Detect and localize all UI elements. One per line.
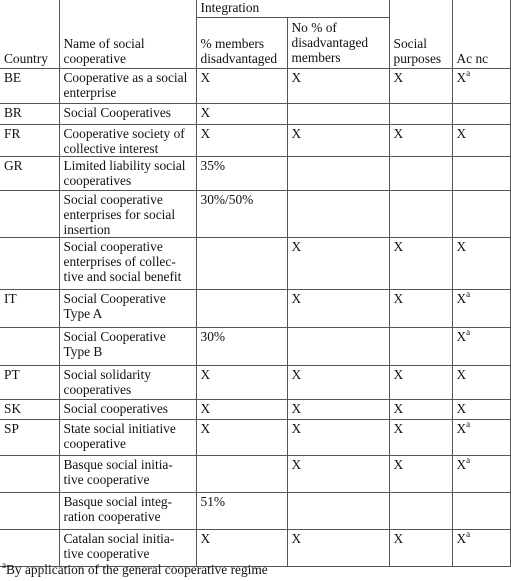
name-cell: [59, 125, 196, 157]
header-name: Name of social cooperative: [59, 0, 196, 69]
social-purposes-cell: [389, 456, 452, 493]
social-purposes-cell-text: X: [393, 367, 404, 382]
social-purposes-cell: [389, 104, 452, 125]
pct-members-cell-text: X: [200, 126, 211, 141]
table-row: [0, 493, 510, 530]
no-pct-cell-text: X: [291, 531, 302, 546]
additional-cell: [452, 366, 510, 400]
additional-cell-text: X: [456, 70, 467, 85]
pct-members-cell-text: 30%/50%: [200, 192, 254, 207]
country-cell: [0, 69, 59, 104]
additional-cell: [452, 104, 510, 125]
no-pct-cell: [287, 238, 389, 290]
country-cell-text: BR: [4, 105, 22, 120]
additional-cell: [452, 420, 510, 456]
social-purposes-cell: [389, 238, 452, 290]
no-pct-cell-text: X: [291, 457, 302, 472]
country-cell-text: FR: [4, 126, 21, 141]
additional-cell-text: X: [456, 367, 467, 382]
header-no-pct: No % of disadvantaged members: [287, 18, 389, 69]
pct-members-cell: [196, 157, 287, 191]
pct-members-cell-text: X: [200, 401, 211, 416]
no-pct-cell-text: X: [291, 126, 302, 141]
footnote-ref: a: [466, 289, 471, 299]
pct-members-cell-text: X: [200, 70, 211, 85]
social-purposes-cell: [389, 328, 452, 366]
country-cell-text: GR: [4, 158, 23, 173]
additional-cell-text: X: [456, 239, 467, 254]
no-pct-cell: [287, 328, 389, 366]
no-pct-cell: [287, 157, 389, 191]
pct-members-cell: [196, 366, 287, 400]
name-cell-text: State social initiative cooperative: [63, 421, 176, 451]
name-cell-text: Cooperative society of collective interest: [63, 126, 185, 156]
name-cell-text: Social cooperatives: [63, 401, 168, 416]
country-cell: [0, 328, 59, 366]
table-row: [0, 400, 510, 420]
name-cell: [59, 493, 196, 530]
table-body: [0, 69, 510, 567]
social-purposes-cell: [389, 420, 452, 456]
social-purposes-cell: [389, 69, 452, 104]
social-purposes-cell: [389, 157, 452, 191]
social-purposes-cell-text: X: [393, 401, 404, 416]
no-pct-cell: [287, 530, 389, 567]
pct-members-cell: [196, 530, 287, 567]
social-purposes-cell-text: X: [393, 126, 404, 141]
footnote-ref: a: [466, 455, 471, 465]
name-cell-text: Social cooperative enterprises of collec-tive and social benefit: [63, 239, 182, 284]
no-pct-cell: [287, 366, 389, 400]
additional-cell: [452, 125, 510, 157]
social-purposes-cell: [389, 400, 452, 420]
country-cell-text: BE: [4, 70, 22, 85]
name-cell: [59, 456, 196, 493]
name-cell: [59, 530, 196, 567]
country-cell: [0, 493, 59, 530]
no-pct-cell: [287, 493, 389, 530]
country-cell: [0, 456, 59, 493]
additional-cell: [452, 493, 510, 530]
table-row: [0, 456, 510, 493]
pct-members-cell: [196, 125, 287, 157]
pct-members-cell: [196, 290, 287, 328]
no-pct-cell: [287, 456, 389, 493]
no-pct-cell: [287, 420, 389, 456]
additional-cell: [452, 191, 510, 238]
additional-cell: [452, 69, 510, 104]
social-purposes-cell: [389, 493, 452, 530]
name-cell: [59, 191, 196, 238]
table-row: [0, 157, 510, 191]
country-cell: [0, 400, 59, 420]
name-cell-text: Social solidarity cooperatives: [63, 367, 151, 397]
name-cell-text: Limited liability social cooperatives: [63, 158, 186, 188]
no-pct-cell-text: X: [291, 401, 302, 416]
social-purposes-cell: [389, 366, 452, 400]
header-social-purposes: Social purposes: [389, 0, 452, 69]
no-pct-cell-text: X: [291, 291, 302, 306]
table-row: [0, 104, 510, 125]
social-purposes-cell-text: X: [393, 239, 404, 254]
additional-cell-text: X: [456, 126, 467, 141]
no-pct-cell-text: X: [291, 421, 302, 436]
no-pct-cell-text: X: [291, 239, 302, 254]
footnote-ref: a: [466, 419, 471, 429]
social-purposes-cell: [389, 191, 452, 238]
country-cell-text: SP: [4, 421, 19, 436]
additional-cell: [452, 400, 510, 420]
footnote-text: By application of the general cooperative regime: [6, 562, 268, 577]
additional-cell-text: X: [456, 329, 467, 344]
additional-cell: [452, 157, 510, 191]
name-cell-text: Cooperative as a social enterprise: [63, 70, 188, 100]
pct-members-cell: [196, 493, 287, 530]
pct-members-cell-text: X: [200, 531, 211, 546]
table-row: [0, 125, 510, 157]
name-cell-text: Social Cooperative Type B: [63, 329, 166, 359]
pct-members-cell-text: X: [200, 367, 211, 382]
social-purposes-cell: [389, 125, 452, 157]
name-cell: [59, 238, 196, 290]
pct-members-cell: [196, 400, 287, 420]
name-cell: [59, 328, 196, 366]
country-cell: [0, 420, 59, 456]
pct-members-cell: [196, 456, 287, 493]
name-cell: [59, 157, 196, 191]
additional-cell-text: X: [456, 401, 467, 416]
name-cell: [59, 104, 196, 125]
name-cell-text: Social Cooperatives: [63, 105, 171, 120]
table-row: [0, 238, 510, 290]
additional-cell-text: X: [456, 421, 467, 436]
no-pct-cell: [287, 290, 389, 328]
table-row: [0, 328, 510, 366]
country-cell: [0, 191, 59, 238]
country-cell: [0, 530, 59, 567]
header-additional: Ac nc: [452, 0, 510, 69]
social-purposes-cell-text: X: [393, 291, 404, 306]
additional-cell: [452, 530, 510, 567]
no-pct-cell: [287, 400, 389, 420]
country-cell: [0, 366, 59, 400]
social-purposes-cell: [389, 530, 452, 567]
pct-members-cell: [196, 328, 287, 366]
name-cell-text: Basque social initia-tive cooperative: [63, 457, 173, 487]
footnote-ref: a: [466, 327, 471, 337]
name-cell-text: Social cooperative enterprises for social insertion: [63, 192, 176, 237]
table-row: [0, 530, 510, 567]
social-purposes-cell-text: X: [393, 421, 404, 436]
pct-members-cell-text: 35%: [200, 158, 226, 173]
footnote: [2, 562, 268, 578]
footnote-ref: a: [466, 68, 471, 78]
country-cell-text: IT: [4, 291, 17, 306]
no-pct-cell-text: X: [291, 70, 302, 85]
no-pct-cell-text: X: [291, 367, 302, 382]
additional-cell: [452, 328, 510, 366]
name-cell-text: Social Cooperative Type A: [63, 291, 166, 321]
no-pct-cell: [287, 104, 389, 125]
pct-members-cell: [196, 69, 287, 104]
social-purposes-cell-text: X: [393, 457, 404, 472]
table-row: [0, 290, 510, 328]
name-cell: [59, 69, 196, 104]
pct-members-cell: [196, 238, 287, 290]
social-purposes-cell-text: X: [393, 70, 404, 85]
country-cell-text: SK: [4, 401, 22, 416]
country-cell-text: PT: [4, 367, 20, 382]
additional-cell: [452, 238, 510, 290]
pct-members-cell-text: X: [200, 105, 211, 120]
country-cell: [0, 290, 59, 328]
pct-members-cell: [196, 420, 287, 456]
additional-cell: [452, 290, 510, 328]
table-row: [0, 69, 510, 104]
additional-cell-text: X: [456, 457, 467, 472]
country-cell: [0, 125, 59, 157]
social-purposes-cell-text: X: [393, 531, 404, 546]
additional-cell: [452, 456, 510, 493]
pct-members-cell-text: X: [200, 421, 211, 436]
table-row: [0, 191, 510, 238]
name-cell-text: Basque social integ-ration cooperative: [63, 494, 173, 524]
name-cell: [59, 400, 196, 420]
no-pct-cell: [287, 69, 389, 104]
footnote-ref: a: [466, 529, 471, 539]
country-cell: [0, 157, 59, 191]
header-integration: Integration: [196, 0, 389, 18]
country-cell: [0, 104, 59, 125]
additional-cell-text: X: [456, 531, 467, 546]
social-purposes-cell: [389, 290, 452, 328]
footnote-marker: a: [2, 560, 6, 570]
header-country: Country: [0, 0, 59, 69]
table-row: [0, 366, 510, 400]
pct-members-cell: [196, 104, 287, 125]
country-cell: [0, 238, 59, 290]
name-cell-text: Catalan social initia-tive cooperative: [63, 531, 175, 561]
table-row: [0, 420, 510, 456]
name-cell: [59, 420, 196, 456]
additional-cell-text: X: [456, 291, 467, 306]
header-pct-members: % members disadvantaged: [196, 18, 287, 69]
pct-members-cell-text: 30%: [200, 329, 226, 344]
name-cell: [59, 366, 196, 400]
no-pct-cell: [287, 125, 389, 157]
name-cell: [59, 290, 196, 328]
no-pct-cell: [287, 191, 389, 238]
pct-members-cell: [196, 191, 287, 238]
pct-members-cell-text: 51%: [200, 494, 226, 509]
